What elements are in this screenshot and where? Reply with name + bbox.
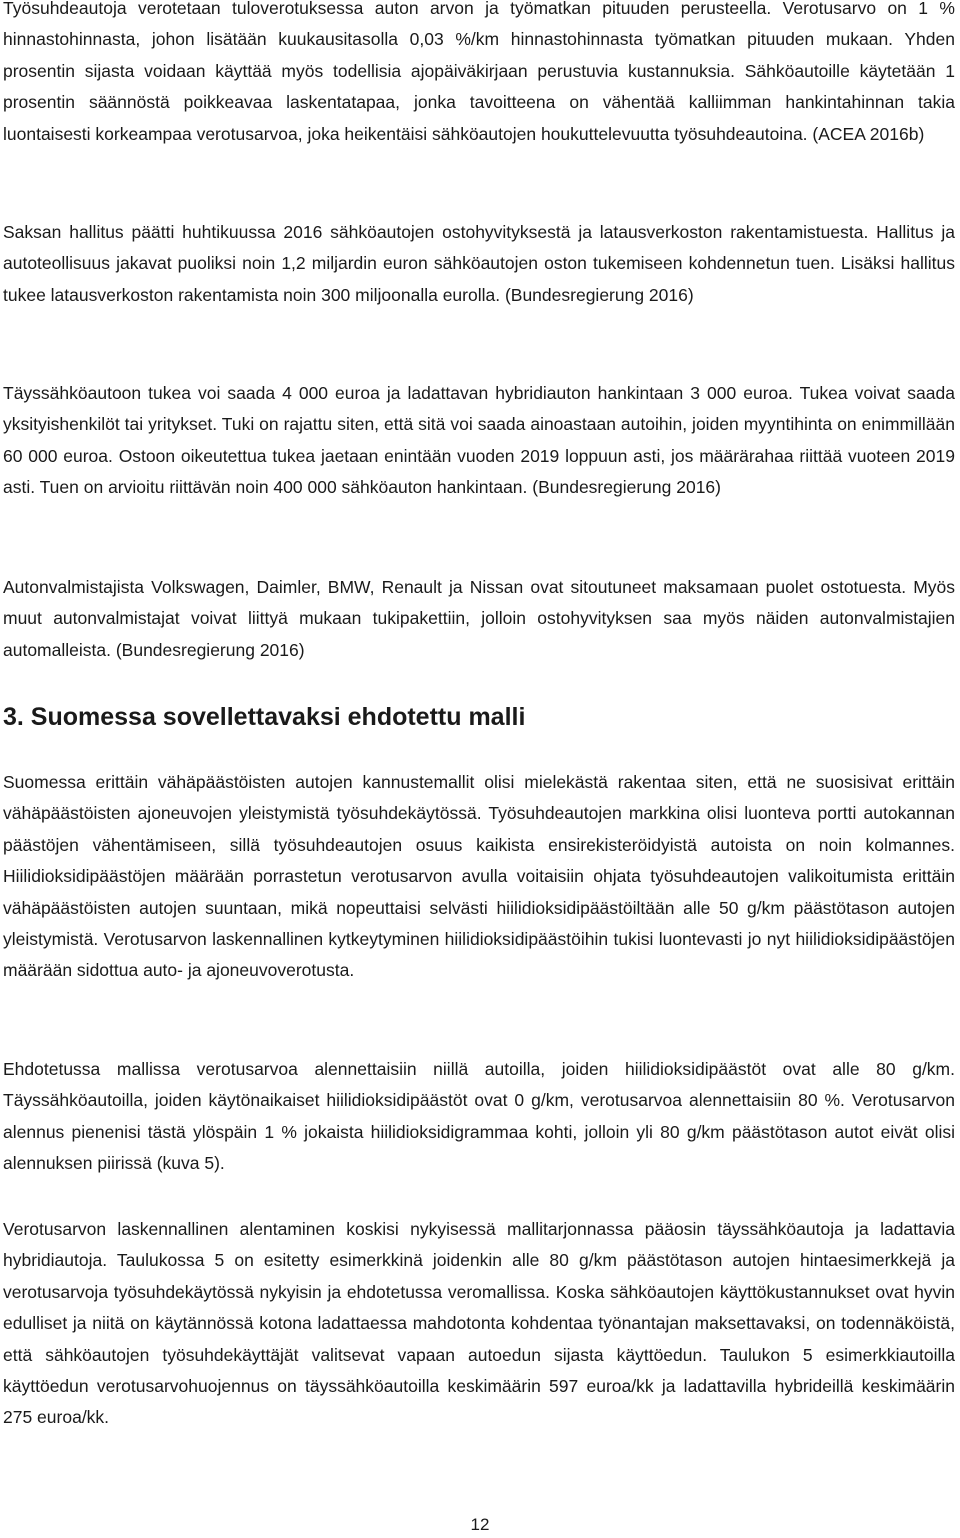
- paragraph-proposed-model: Ehdotetussa mallissa verotusarvoa alennettaisiin niillä autoilla, joiden hiilidioksidipäästöt ovat alle 80 g/km. Täyssähköautoilla, joiden käytönaikaiset hiilidioksidipäästöt ovat 0 g/km, verotusarvoa alennettaisiin 80 %. Verotusarvon alennus pienenisi tästä ylöspäin 1 % jokaista hiilidioksidigrammaa kohti, jolloin yli 80 g/km päästötason autot eivät olisi alennuksen piirissä (kuva 5).: [3, 1059, 955, 1174]
- paragraph-taxable-value-reduction: Verotusarvon laskennallinen alentaminen koskisi nykyisessä mallitarjonnassa pääosin täyssähköautoja ja ladattavia hybridiautoja. Taulukossa 5 on esitetty esimerkkinä joidenkin alle 80 g/km päästötason autojen hintaesimerkkejä ja verotusarvoja työsuhdekäytössä nykyisin ja ehdotetussa veromallissa. Koska sähköautojen käyttökustannukset ovat hyvin edulliset ja niitä on käytännössä kotona ladattaessa mahdotonta kohdentaa työnantajan maksettavaksi, on todennäköistä, että sähköautojen työsuhdekäyttäjät valitsevat vapaan autoedun sijasta käyttöedun. Taulukon 5 esimerkkiautoilla käyttöedun verotusarvohuojennus on täyssähköautoilla keskimäärin 597 euroa/kk ja ladattavilla hybrideillä keskimäärin 275 euroa/kk.: [3, 1219, 955, 1428]
- paragraph-company-car-taxation: Työsuhdeautoja verotetaan tuloverotuksessa auton arvon ja työmatkan pituuden perusteella. Verotusarvo on 1 % hinnastohinnasta, johon lisätään kuukausitasolla 0,03 %/km hinnastohinnasta työmatkan pituuden mukaan. Yhden prosentin sijasta voidaan käyttää myös todellisia ajopäiväkirjaan perustuvia kustannuksia. Sähköautoille käytetään 1 prosentin säännöstä poikkeavaa laskentatapaa, jonka tavoitteena on vähentää kalliimman hankintahinnan takia luontaisesti korkeampaa verotusarvoa, joka heikentäisi sähköautojen houkuttelevuutta työsuhdeautoina. (ACEA 2016b): [3, 0, 955, 144]
- paragraph-subsidy-amounts: Täyssähköautoon tukea voi saada 4 000 euroa ja ladattavan hybridiauton hankintaan 3 000 euroa. Tukea voivat saada yksityishenkilöt tai yritykset. Tuki on rajattu siten, että sitä voi saada ainoastaan autoihin, joiden myyntihinta on enimmillään 60 000 euroa. Ostoon oikeutettua tukea jaetaan enintään vuoden 2019 loppuun asti, jos määrärahaa riittää vuoteen 2019 asti. Tuen on arvioitu riittävän noin 400 000 sähköauton hankintaan. (Bundesregierung 2016): [3, 383, 955, 498]
- section-heading: 3. Suomessa sovellettavaksi ehdotettu malli: [3, 703, 526, 731]
- paragraph-german-purchase-subsidy: Saksan hallitus päätti huhtikuussa 2016 sähköautojen ostohyvityksestä ja latausverkoston rakentamistuesta. Hallitus ja autoteollisuus jakavat puoliksi noin 1,2 miljardin euron sähköautojen oston tukemiseen kohdennetun tuen. Lisäksi hallitus tukee latausverkoston rakentamista noin 300 miljoonalla eurolla. (Bundesregierung 2016): [3, 222, 955, 305]
- paragraph-finland-incentive-model: Suomessa erittäin vähäpäästöisten autojen kannustemallit olisi mielekästä rakentaa siten, että ne suosisivat erittäin vähäpäästöisten ajoneuvojen yleistymistä työsuhdekäytössä. Työsuhdeautojen markkina olisi luonteva portti autokannan päästöjen vähentämiseen, sillä työsuhdeautojen osuus kaikista ensirekisteröidyistä autoista on noin kolmannes. Hiilidioksidipäästöjen määrään porrastetun verotusarvon avulla voitaisiin ohjata työsuhdeautojen valikoitumista erittäin vähäpäästöisten autojen suuntaan, mikä nopeuttaisi selvästi hiilidioksidipäästöiltään alle 50 g/km päästötason autojen yleistymistä. Verotusarvon laskennallinen kytkeytyminen hiilidioksidipäästöihin tukisi luontevasti jo nyt hiilidioksidipäästöjen määrään sidottua auto- ja ajoneuvoverotusta.: [3, 772, 955, 981]
- page-number: 12: [470, 1515, 490, 1534]
- paragraph-manufacturers: Autonvalmistajista Volkswagen, Daimler, BMW, Renault ja Nissan ovat sitoutuneet maksamaan puolet ostotuesta. Myös muut autonvalmistajat voivat liittyä mukaan tukipakettiin, jolloin ostohyvityksen saa myös näiden autonvalmistajien automalleista. (Bundesregierung 2016): [3, 577, 955, 660]
